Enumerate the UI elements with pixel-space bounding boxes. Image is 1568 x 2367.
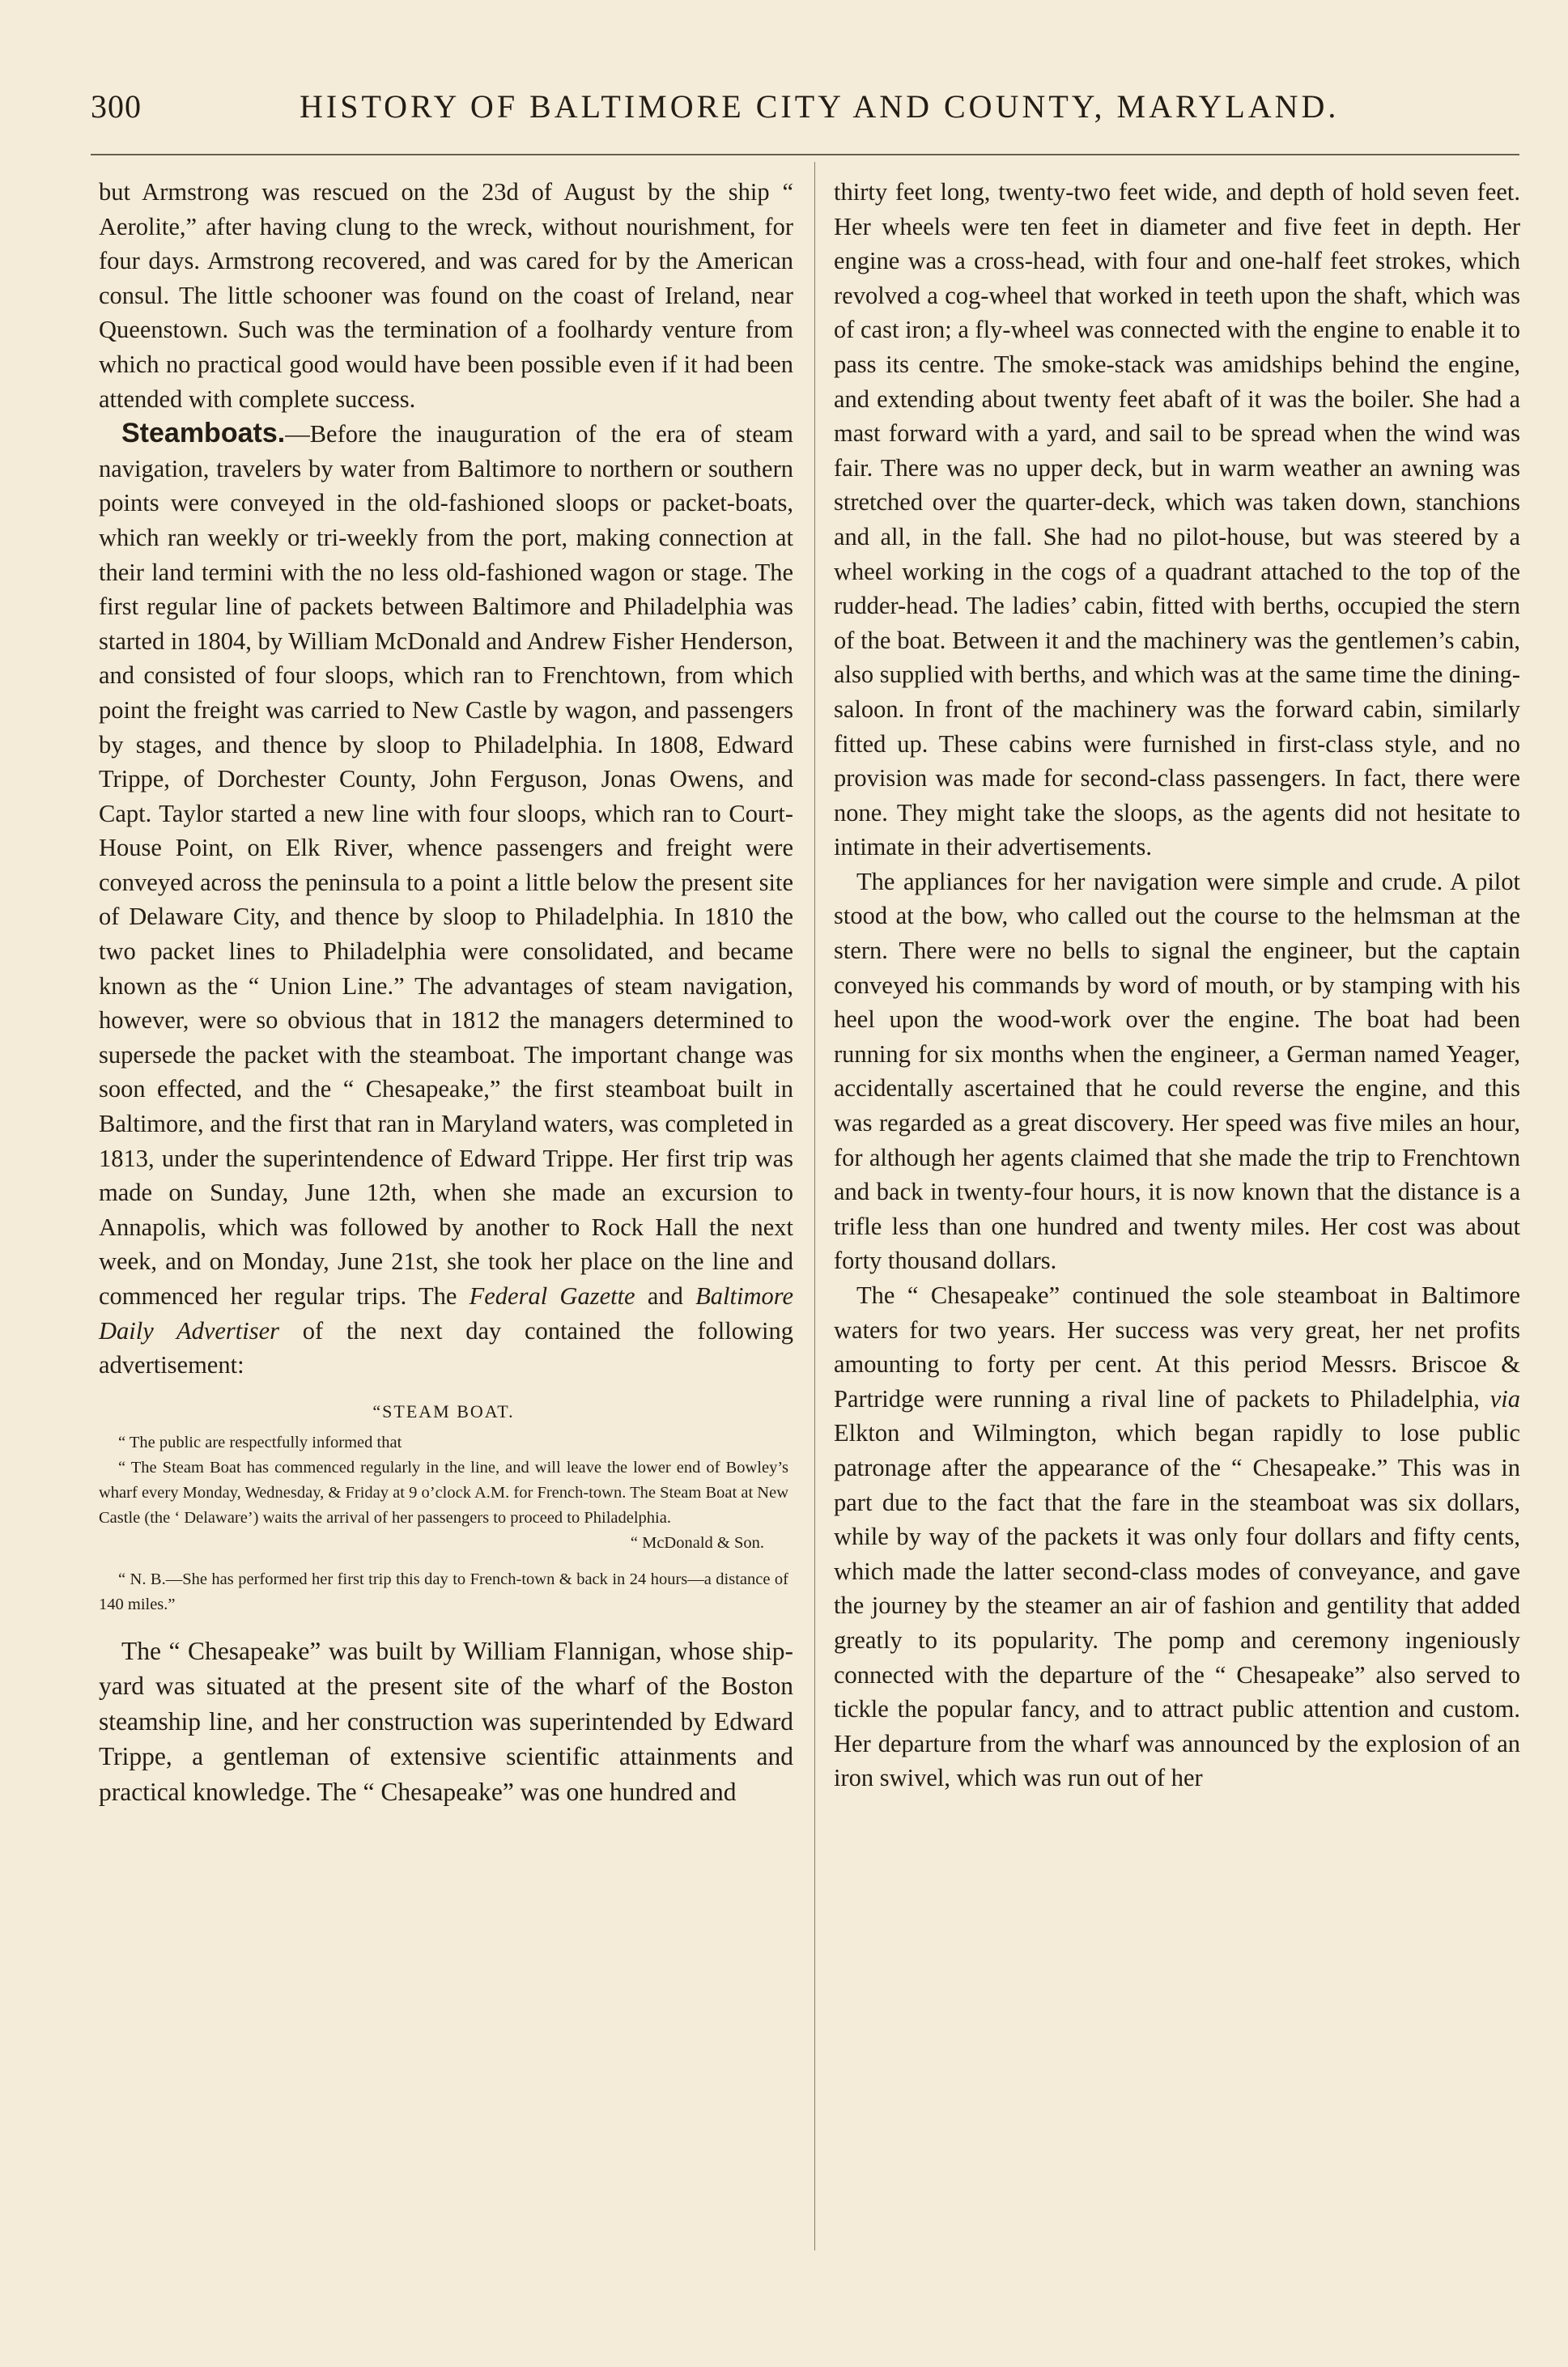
advertisement-signature: “ McDonald & Son. xyxy=(630,1533,764,1552)
page-header xyxy=(0,87,1568,136)
advertisement-quote xyxy=(99,1399,788,1617)
paragraph-text: The “ Chesapeake” continued the sole steamboat in Baltimore waters for two years. Her success was very great, her net profits amounting to forty per cent. At this period Messrs. Briscoe & Partridge were running a rival line of packets to Philadelphia, xyxy=(834,1281,1520,1413)
paragraph-text: and xyxy=(635,1282,696,1310)
advertisement-title: “STEAM BOAT. xyxy=(372,1400,515,1421)
paragraph: The appliances for her navigation were simple and crude. A pilot stood at the bow, who called out the course to the helmsman at the stern. There were no bells to signal the engineer, but the captain conveyed his commands by word of mouth, or by stamping with his heel upon the wood-work over the engine. The boat had been running for six months when the engineer, a German named Yeager, accidentally ascertained that he could reverse the engine, and this was regarded as a great discovery. Her speed was five miles an hour, for although her agents claimed that she made the trip to Frenchtown and back in twenty-four hours, it is now known that the distance is a trifle less than one hundred and twenty miles. Her cost was about forty thousand dollars. xyxy=(834,867,1520,1275)
paragraph: The “ Chesapeake” was built by William Flannigan, whose ship-yard was situated at the present site of the wharf of the Boston steamship line, and her construction was superintended by Edward Trippe, a gentleman of extensive scientific attainments and practical knowledge. The “ Chesapeake” was one hundred and xyxy=(99,1636,793,1806)
paragraph xyxy=(99,416,793,1383)
paragraph-text: —Before the inauguration of the era of steam navigation, travelers by water from Baltimore to northern or southern points were conveyed in the old-fashioned sloops or packet-boats, which ran weekly or tri-weekly from the port, making connection at their land termini with the no less old-fashioned wagon or stage. The first regular line of packets between Baltimore and Philadelphia was started in 1804, by William McDonald and Andrew Fisher Henderson, and consisted of four sloops, which ran to Frenchtown, from which point the freight was carried to New Castle by wagon, and passengers by stages, and thence by sloop to Philadelphia. In 1808, Edward Trippe, of Dorchester County, John Ferguson, Jonas Owens, and Capt. Taylor started a new line with four sloops, which ran to Court-House Point, on Elk River, whence passengers and freight were conveyed across the peninsula to a point a little below the present site of Delaware City, and thence by sloop to Philadelphia. In 1810 the two packet lines to Philadelphia were consolidated, and became known as the “ Union Line.” The advantages of steam navigation, however, were so obvious that in 1812 the managers determined to supersede the packet with the steamboat. The important change was soon effected, and the “ Chesapeake,” the first steamboat built in Baltimore, and the first that ran in Maryland waters, was completed in 1813, under the superintendence of Edward Trippe. Her first trip was made on Sunday, June 12th, when she made an excursion to Annapolis, which was followed by another to Rock Hall the next week, and on Monday, June 21st, she took her place on the line and commenced her regular trips. The xyxy=(99,420,793,1310)
right-column xyxy=(834,175,1520,1795)
running-head: HISTORY OF BALTIMORE CITY AND COUNTY, MARYLAND. xyxy=(300,88,1340,125)
section-heading: Steamboats. xyxy=(121,418,286,449)
advertisement-line: “ The Steam Boat has commenced regularly in the line, and will leave the lower end of Bowley’s wharf every Monday, Wednesday, & Friday at 9 o’clock A.M. for French-town. The Steam Boat at New Castle (the ‘ Delaware’) waits the arrival of her passengers to proceed to Philadelphia. xyxy=(99,1458,788,1527)
left-column xyxy=(99,175,793,1809)
paragraph-text: Elkton and Wilmington, which began rapidly to lose public patronage after the appearance of the “ Chesapeake.” This was in part due to the fact that the fare in the steamboat was six dollars, while by way of the packets it was only four dollars and fifty cents, which made the latter second-class modes of conveyance, and gave the journey by the steamer an air of fashion and gentility that added greatly to its popularity. The pomp and ceremony ingeniously connected with the departure of the “ Chesapeake” also served to tickle the popular fancy, and to attract public attention and custom. Her departure from the wharf was announced by the explosion of an iron swivel, which was run out of her xyxy=(834,1419,1520,1792)
paragraph: but Armstrong was rescued on the 23d of August by the ship “ Aerolite,” after having clung to the wreck, without nourishment, for four days. Armstrong recovered, and was cared for by the American consul. The little schooner was found on the coast of Ireland, near Queenstown. Such was the termination of a foolhardy venture from which no practical good would have been possible even if it had been attended with complete success. xyxy=(99,178,793,413)
paragraph: thirty feet long, twenty-two feet wide, and depth of hold seven feet. Her wheels were ten feet in diameter and five feet in depth. Her engine was a cross-head, with four and one-half feet strokes, which revolved a cog-wheel that worked in teeth upon the shaft, which was of cast iron; a fly-wheel was connected with the engine to enable it to pass its centre. The smoke-stack was amidships behind the engine, and extending about twenty feet abaft of it was the boiler. She had a mast forward with a yard, and sail to be spread when the wind was fair. There was no upper deck, but in warm weather an awning was stretched over the quarter-deck, which was taken down, stanchions and all, in the fall. She had no pilot-house, but was steered by a wheel working in the cogs of a quadrant attached to the top of the rudder-head. The ladies’ cabin, fitted with berths, occupied the stern of the boat. Between it and the machinery was the gentlemen’s cabin, also supplied with berths, and which was at the same time the dining-saloon. In front of the machinery was the forward cabin, similarly fitted up. These cabins were furnished in first-class style, and no provision was made for second-class passengers. In fact, there were none. They might take the sloops, as the agents did not hesitate to intimate in their advertisements. xyxy=(834,178,1520,861)
page-number: 300 xyxy=(91,88,142,125)
paragraph xyxy=(834,1278,1520,1795)
italic-word: via xyxy=(1489,1384,1520,1413)
paragraph-text: of the next day contained the following advertisement: xyxy=(99,1316,793,1379)
advertisement-note: “ N. B.—She has performed her first trip this day to French-town & back in 24 hours—a distance of 140 miles.” xyxy=(99,1570,788,1613)
newspaper-title: Baltimore Daily Advertiser xyxy=(99,1282,793,1345)
header-rule xyxy=(91,154,1519,155)
newspaper-title: Federal Gazette xyxy=(469,1282,635,1310)
column-divider xyxy=(814,162,815,2250)
advertisement-line: “ The public are respectfully informed that xyxy=(118,1433,402,1451)
